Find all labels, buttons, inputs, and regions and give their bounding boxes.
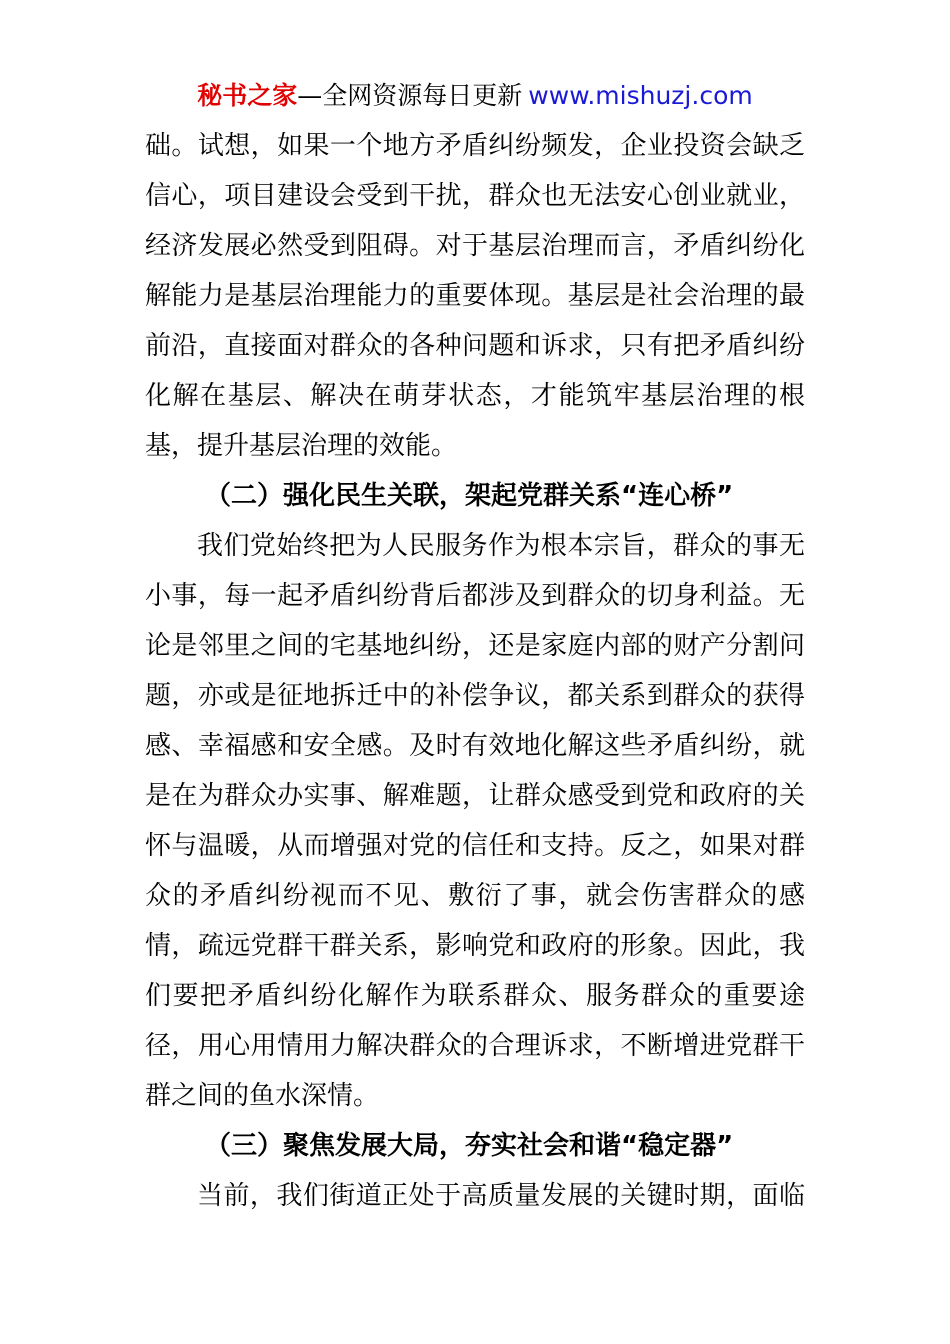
paragraph-line: 化解在基层、解决在萌芽状态，才能筑牢基层治理的根: [145, 381, 805, 411]
paragraph-line: 众的矛盾纠纷视而不见、敷衍了事，就会伤害群众的感: [145, 881, 805, 911]
paragraph-line: 基，提升基层治理的效能。: [145, 431, 458, 461]
paragraph-line: 经济发展必然受到阻碍。对于基层治理而言，矛盾纠纷化: [145, 231, 805, 261]
site-url-link[interactable]: www.mishuzj.com: [528, 81, 753, 110]
paragraph-line: 我们党始终把为人民服务作为根本宗旨，群众的事无: [197, 531, 805, 561]
paragraph-line: 论是邻里之间的宅基地纠纷，还是家庭内部的财产分割问: [145, 631, 805, 661]
site-tagline: —全网资源每日更新: [297, 81, 523, 110]
paragraph-line: 群之间的鱼水深情。: [145, 1081, 380, 1111]
paragraph-line: 信心，项目建设会受到干扰，群众也无法安心创业就业，: [145, 181, 805, 211]
paragraph-line: 前沿，直接面对群众的各种问题和诉求，只有把矛盾纠纷: [145, 331, 805, 361]
paragraph-line: 当前，我们街道正处于高质量发展的关键时期，面临: [197, 1181, 805, 1211]
paragraph-line: 础。试想，如果一个地方矛盾纠纷频发，企业投资会缺乏: [145, 131, 805, 161]
site-header-banner: [0, 78, 950, 114]
paragraph-line: 题，亦或是征地拆迁中的补偿争议，都关系到群众的获得: [145, 681, 805, 711]
paragraph-line: 是在为群众办实事、解难题，让群众感受到党和政府的关: [145, 781, 805, 811]
paragraph-line: 径，用心用情用力解决群众的合理诉求，不断增进党群干: [145, 1031, 805, 1061]
paragraph-line: 感、幸福感和安全感。及时有效地化解这些矛盾纠纷，就: [145, 731, 805, 761]
paragraph-line: 小事，每一起矛盾纠纷背后都涉及到群众的切身利益。无: [145, 581, 805, 611]
paragraph-line: 解能力是基层治理能力的重要体现。基层是社会治理的最: [145, 281, 805, 311]
section-heading: （三）聚焦发展大局，夯实社会和谐“稳定器”: [205, 1131, 734, 1161]
paragraph-line: 们要把矛盾纠纷化解作为联系群众、服务群众的重要途: [145, 981, 805, 1011]
paragraph-line: 怀与温暖，从而增强对党的信任和支持。反之，如果对群: [145, 831, 805, 861]
section-heading: （二）强化民生关联，架起党群关系“连心桥”: [205, 481, 734, 511]
site-brand: 秘书之家: [197, 81, 298, 110]
paragraph-line: 情，疏远党群干群关系，影响党和政府的形象。因此，我: [145, 931, 805, 961]
